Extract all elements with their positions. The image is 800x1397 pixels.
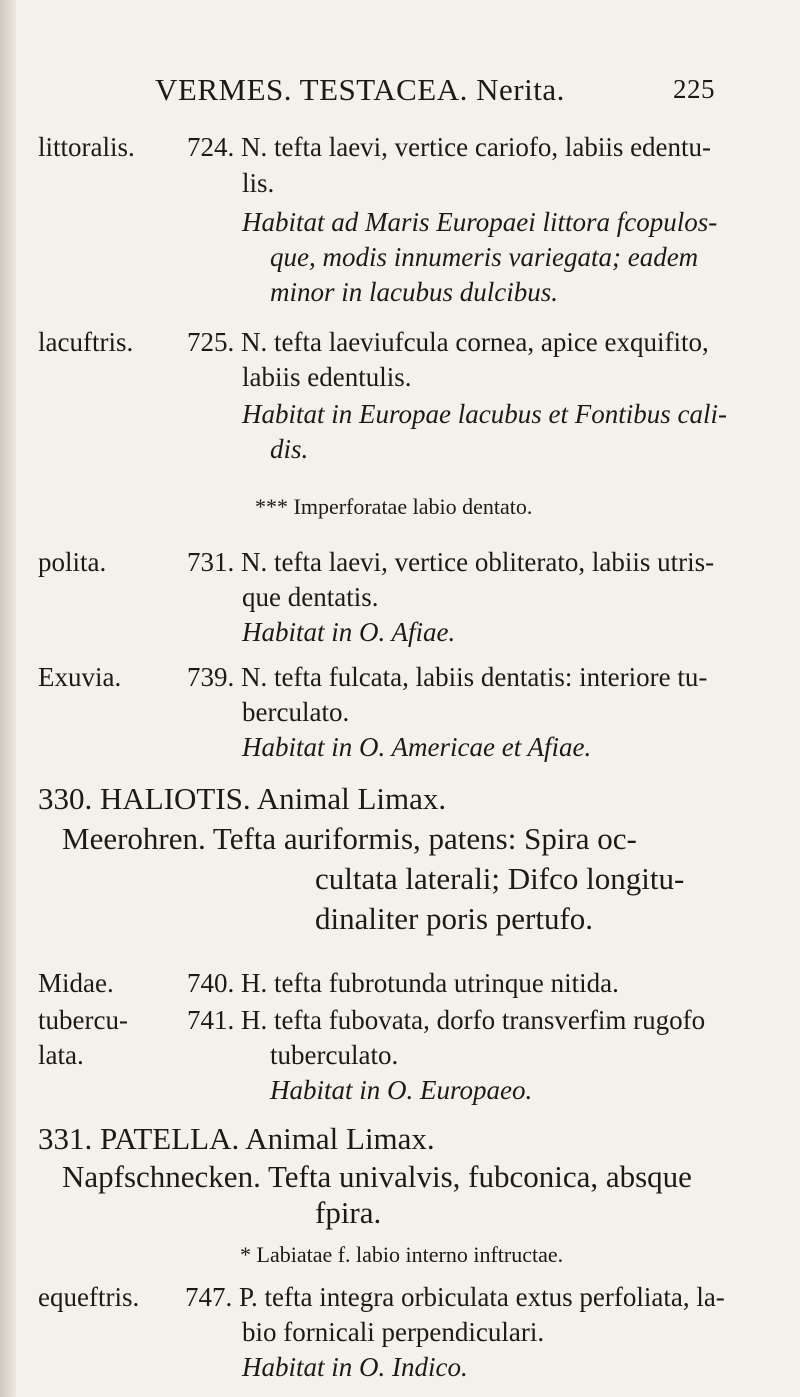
page-number: 225 — [673, 74, 715, 104]
entry-line: 740. H. tefta fubrotunda utrinque nitida. — [187, 968, 619, 998]
habitat-line: Habitat in O. Americae et Afiae. — [242, 732, 592, 762]
genus-description: dinaliter poris pertufo. — [315, 901, 594, 936]
species-label-equestris: equeftris. — [38, 1282, 140, 1312]
species-label-midae: Midae. — [38, 968, 114, 998]
habitat-line: Habitat in O. Indico. — [242, 1352, 468, 1382]
species-label-exuvia: Exuvia. — [38, 662, 122, 692]
habitat-line: Habitat in O. Europaeo. — [270, 1075, 533, 1105]
habitat-line: dis. — [270, 434, 309, 464]
entry-line: labiis edentulis. — [242, 362, 412, 392]
genus-description: Meerohren. Tefta auriformis, patens: Spira oc- — [62, 821, 637, 856]
entry-line: 741. H. tefta fubovata, dorfo transverfim rugofo — [187, 1005, 706, 1035]
genus-heading-patella: 331. PATELLA. Animal Limax. — [38, 1121, 435, 1156]
habitat-line: Habitat ad Maris Europaei littora fcopulos- — [242, 207, 718, 237]
genus-heading-haliotis: 330. HALIOTIS. Animal Limax. — [38, 781, 447, 816]
species-label-polita: polita. — [38, 547, 107, 577]
entry-line: 725. N. tefta laeviufcula cornea, apice exquifito, — [187, 327, 709, 357]
entry-line: bio fornicali perpendiculari. — [242, 1317, 545, 1347]
species-label-tuberculata-cont: lata. — [38, 1040, 84, 1070]
species-label-littoralis: littoralis. — [38, 132, 135, 162]
entry-line: tuberculato. — [270, 1040, 399, 1070]
species-label-tuberculata: tubercu- — [38, 1005, 128, 1035]
genus-description: fpira. — [315, 1195, 382, 1230]
entry-line: 739. N. tefta fulcata, labiis dentatis: interiore tu- — [187, 662, 708, 692]
entry-line: 724. N. tefta laevi, vertice cariofo, labiis edentu- — [187, 132, 712, 162]
entry-line: 747. P. tefta integra orbiculata extus perfoliata, la- — [185, 1282, 725, 1312]
section-heading: * Labiatae f. labio interno inftructae. — [240, 1242, 564, 1267]
entry-line: 731. N. tefta laevi, vertice obliterato, labiis utris- — [187, 547, 715, 577]
genus-description: Napfschnecken. Tefta univalvis, fubconica, absque — [62, 1159, 692, 1194]
running-header — [155, 72, 715, 108]
species-label-lacustris: lacuftris. — [38, 327, 134, 357]
habitat-line: Habitat in Europae lacubus et Fontibus cali- — [242, 399, 727, 429]
genus-description: cultata laterali; Difco longitu- — [315, 861, 685, 896]
section-heading: *** Imperforatae labio dentato. — [255, 494, 533, 519]
habitat-line: minor in lacubus dulcibus. — [270, 277, 558, 307]
habitat-line: Habitat in O. Afiae. — [242, 617, 456, 647]
header-title: VERMES. TESTACEA. Nerita. — [155, 72, 565, 107]
binding-gutter — [0, 0, 16, 1397]
entry-line: que dentatis. — [242, 582, 379, 612]
habitat-line: que, modis innumeris variegata; eadem — [270, 242, 699, 272]
entry-line: berculato. — [242, 697, 350, 727]
entry-line: lis. — [242, 168, 275, 198]
